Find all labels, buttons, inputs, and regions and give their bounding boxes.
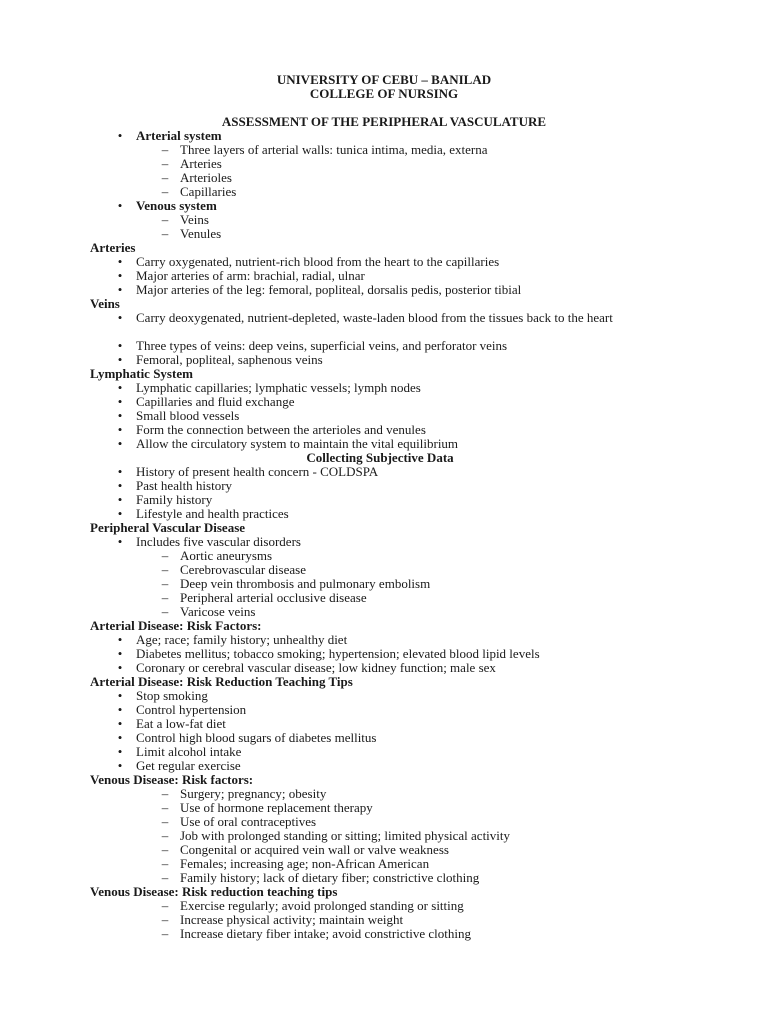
bullet-list-item: [90, 745, 690, 759]
dash-list-item: [90, 171, 690, 185]
bullet-list-item: [90, 633, 690, 647]
bullet-marker-icon: •: [117, 352, 123, 367]
bullet-list-item: [90, 409, 690, 423]
dash-list-item: [90, 857, 690, 871]
bullet-marker-icon: •: [117, 198, 123, 213]
bullet-list-item: [90, 689, 690, 703]
dash-list-item: [90, 591, 690, 605]
section-heading-text: Arteries: [90, 240, 136, 255]
list-item-text: Job with prolonged standing or sitting; limited physical activity: [180, 828, 511, 843]
list-item-text: Carry deoxygenated, nutrient-depleted, waste-laden blood from the tissues back to the heart: [136, 310, 613, 325]
bullet-marker-icon: •: [117, 408, 123, 423]
list-item-text: Past health history: [136, 478, 233, 493]
list-item-text: Capillaries: [180, 184, 237, 199]
bullet-list-item: [90, 437, 690, 451]
bullet-marker-icon: •: [117, 338, 123, 353]
dash-list-item: [90, 927, 690, 941]
list-item-text: Age; race; family history; unhealthy diet: [136, 632, 348, 647]
dash-marker-icon: –: [161, 156, 169, 171]
dash-marker-icon: –: [161, 870, 169, 885]
bullet-list-item: [90, 353, 690, 367]
list-item-text: Arteries: [180, 156, 222, 171]
bullet-marker-icon: •: [117, 282, 123, 297]
dash-list-item: [90, 913, 690, 927]
list-item-text: Femoral, popliteal, saphenous veins: [136, 352, 323, 367]
dash-list-item: [90, 549, 690, 563]
list-item-text: History of present health concern - COLDSPA: [136, 464, 379, 479]
dash-list-item: [90, 787, 690, 801]
bullet-marker-icon: •: [117, 506, 123, 521]
section-heading: [90, 297, 690, 311]
bullet-list-item: [90, 311, 690, 339]
section-heading: [90, 773, 690, 787]
list-item-text: Arterial system: [136, 128, 222, 143]
bullet-list-item: [90, 381, 690, 395]
dash-list-item: [90, 227, 690, 241]
dash-marker-icon: –: [161, 856, 169, 871]
dash-marker-icon: –: [161, 786, 169, 801]
dash-list-item: [90, 829, 690, 843]
list-item-text: Cerebrovascular disease: [180, 562, 306, 577]
dash-marker-icon: –: [161, 800, 169, 815]
list-item-text: Stop smoking: [136, 688, 208, 703]
centered-heading-text: Collecting Subjective Data: [306, 450, 454, 465]
section-heading-text: Lymphatic System: [90, 366, 193, 381]
dash-marker-icon: –: [161, 814, 169, 829]
list-item-text: Congenital or acquired vein wall or valve weakness: [180, 842, 449, 857]
bullet-list-item: [90, 255, 690, 269]
list-item-text: Three types of veins: deep veins, superficial veins, and perforator veins: [136, 338, 508, 353]
bullet-list-item: [90, 129, 690, 143]
bullet-marker-icon: •: [117, 758, 123, 773]
bullet-marker-icon: •: [117, 478, 123, 493]
bullet-marker-icon: •: [117, 730, 123, 745]
dash-list-item: [90, 801, 690, 815]
list-item-text: Use of oral contraceptives: [180, 814, 317, 829]
section-heading: [90, 241, 690, 255]
dash-marker-icon: –: [161, 226, 169, 241]
dash-marker-icon: –: [161, 548, 169, 563]
document-title: ASSESSMENT OF THE PERIPHERAL VASCULATURE: [221, 114, 547, 129]
section-heading: [90, 521, 690, 535]
bullet-list-item: [90, 199, 690, 213]
list-item-text: Aortic aneurysms: [180, 548, 273, 563]
list-item-text: Diabetes mellitus; tobacco smoking; hypertension; elevated blood lipid levels: [136, 646, 540, 661]
dash-marker-icon: –: [161, 212, 169, 227]
bullet-marker-icon: •: [117, 254, 123, 269]
bullet-marker-icon: •: [117, 380, 123, 395]
list-item-text: Limit alcohol intake: [136, 744, 242, 759]
dash-list-item: [90, 871, 690, 885]
dash-list-item: [90, 899, 690, 913]
list-item-text: Arterioles: [180, 170, 232, 185]
section-heading: [90, 675, 690, 689]
dash-marker-icon: –: [161, 142, 169, 157]
list-item-text: Deep vein thrombosis and pulmonary embolism: [180, 576, 431, 591]
section-heading: [90, 885, 690, 899]
list-item-text: Use of hormone replacement therapy: [180, 800, 373, 815]
bullet-list-item: [90, 717, 690, 731]
bullet-marker-icon: •: [117, 492, 123, 507]
list-item-text: Lifestyle and health practices: [136, 506, 289, 521]
bullet-list-item: [90, 283, 690, 297]
list-item-text: Capillaries and fluid exchange: [136, 394, 295, 409]
dash-marker-icon: –: [161, 842, 169, 857]
bullet-list-item: [90, 647, 690, 661]
bullet-marker-icon: •: [117, 394, 123, 409]
list-item-text: Eat a low-fat diet: [136, 716, 226, 731]
list-item-text: Venous system: [136, 198, 217, 213]
dash-marker-icon: –: [161, 604, 169, 619]
list-item-text: Get regular exercise: [136, 758, 241, 773]
list-item-text: Coronary or cerebral vascular disease; low kidney function; male sex: [136, 660, 496, 675]
list-item-text: Increase physical activity; maintain weight: [180, 912, 404, 927]
bullet-marker-icon: •: [117, 702, 123, 717]
dash-marker-icon: –: [161, 562, 169, 577]
dash-list-item: [90, 563, 690, 577]
bullet-list-item: [90, 339, 690, 353]
dash-list-item: [90, 143, 690, 157]
dash-marker-icon: –: [161, 898, 169, 913]
bullet-list-item: [90, 759, 690, 773]
list-item-text: Includes five vascular disorders: [136, 534, 301, 549]
section-heading-text: Venous Disease: Risk reduction teaching tips: [90, 884, 338, 899]
list-item-text: Peripheral arterial occlusive disease: [180, 590, 367, 605]
bullet-marker-icon: •: [117, 660, 123, 675]
bullet-list-item: [90, 269, 690, 283]
dash-marker-icon: –: [161, 184, 169, 199]
bullet-list-item: [90, 731, 690, 745]
bullet-list-item: [90, 507, 690, 521]
bullet-marker-icon: •: [117, 268, 123, 283]
section-heading-text: Peripheral Vascular Disease: [90, 520, 246, 535]
list-item-text: Allow the circulatory system to maintain the vital equilibrium: [136, 436, 459, 451]
list-item-text: Form the connection between the arterioles and venules: [136, 422, 426, 437]
dash-marker-icon: –: [161, 926, 169, 941]
bullet-list-item: [90, 423, 690, 437]
dash-marker-icon: –: [161, 576, 169, 591]
bullet-marker-icon: •: [117, 310, 123, 325]
bullet-marker-icon: •: [117, 128, 123, 143]
dash-marker-icon: –: [161, 590, 169, 605]
list-item-text: Lymphatic capillaries; lymphatic vessels; lymph nodes: [136, 380, 421, 395]
dash-marker-icon: –: [161, 912, 169, 927]
section-heading-text: Arterial Disease: Risk Reduction Teaching Tips: [90, 674, 353, 689]
list-item-text: Family history; lack of dietary fiber; constrictive clothing: [180, 870, 480, 885]
section-heading: [90, 367, 690, 381]
list-item-text: Exercise regularly; avoid prolonged standing or sitting: [180, 898, 464, 913]
dash-marker-icon: –: [161, 170, 169, 185]
dash-list-item: [90, 185, 690, 199]
bullet-marker-icon: •: [117, 422, 123, 437]
section-heading-text: Arterial Disease: Risk Factors:: [90, 618, 262, 633]
list-item-text: Veins: [180, 212, 209, 227]
college-name: COLLEGE OF NURSING: [309, 86, 459, 101]
bullet-marker-icon: •: [117, 646, 123, 661]
bullet-marker-icon: •: [117, 688, 123, 703]
section-heading-text: Venous Disease: Risk factors:: [90, 772, 254, 787]
list-item-text: Females; increasing age; non-African American: [180, 856, 430, 871]
dash-marker-icon: –: [161, 828, 169, 843]
centered-heading: [90, 451, 690, 465]
dash-list-item: [90, 157, 690, 171]
bullet-list-item: [90, 703, 690, 717]
list-item-text: Small blood vessels: [136, 408, 240, 423]
bullet-marker-icon: •: [117, 436, 123, 451]
bullet-list-item: [90, 465, 690, 479]
bullet-marker-icon: •: [117, 716, 123, 731]
list-item-text: Venules: [180, 226, 222, 241]
bullet-marker-icon: •: [117, 744, 123, 759]
university-name: UNIVERSITY OF CEBU – BANILAD: [276, 72, 492, 87]
list-item-text: Major arteries of arm: brachial, radial, ulnar: [136, 268, 365, 283]
bullet-marker-icon: •: [117, 632, 123, 647]
list-item-text: Control high blood sugars of diabetes mellitus: [136, 730, 377, 745]
document-body: [90, 129, 690, 941]
bullet-list-item: [90, 535, 690, 549]
list-item-text: Control hypertension: [136, 702, 247, 717]
list-item-text: Increase dietary fiber intake; avoid constrictive clothing: [180, 926, 471, 941]
section-heading-text: Veins: [90, 296, 120, 311]
bullet-marker-icon: •: [117, 464, 123, 479]
bullet-list-item: [90, 395, 690, 409]
list-item-text: Varicose veins: [180, 604, 256, 619]
dash-list-item: [90, 577, 690, 591]
bullet-list-item: [90, 661, 690, 675]
bullet-list-item: [90, 493, 690, 507]
dash-list-item: [90, 605, 690, 619]
list-item-text: Surgery; pregnancy; obesity: [180, 786, 327, 801]
bullet-marker-icon: •: [117, 534, 123, 549]
list-item-text: Carry oxygenated, nutrient-rich blood from the heart to the capillaries: [136, 254, 500, 269]
bullet-list-item: [90, 479, 690, 493]
list-item-text: Family history: [136, 492, 213, 507]
dash-list-item: [90, 843, 690, 857]
section-heading: [90, 619, 690, 633]
list-item-text: Major arteries of the leg: femoral, popliteal, dorsalis pedis, posterior tibial: [136, 282, 522, 297]
list-item-text: Three layers of arterial walls: tunica intima, media, externa: [180, 142, 488, 157]
dash-list-item: [90, 815, 690, 829]
dash-list-item: [90, 213, 690, 227]
